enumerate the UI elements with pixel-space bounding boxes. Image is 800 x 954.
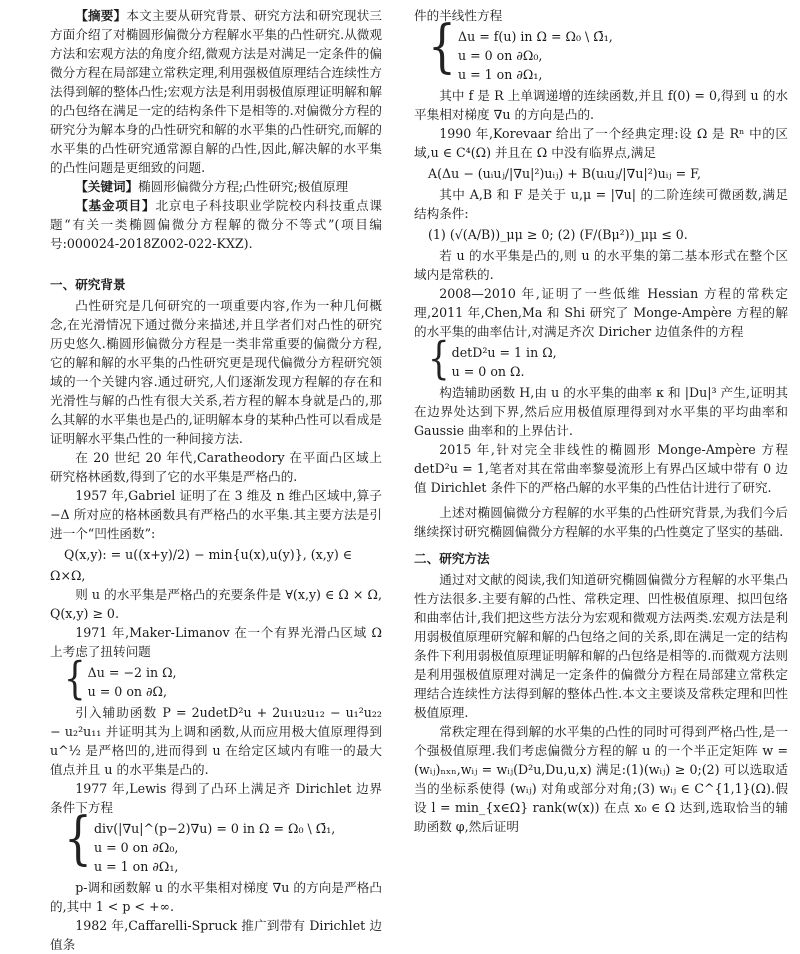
equation-line: Δu = −2 in Ω,	[87, 665, 177, 680]
equation-korevaar: A(Δu − (uᵢuⱼ/|∇u|²)uᵢⱼ) + B(uᵢuⱼ/|∇u|²)uᵢⱼ = F,	[428, 166, 701, 181]
paragraph: 件的半线性方程	[414, 8, 503, 23]
abstract-text: 本文主要从研究背景、研究方法和研究现状三方面介绍了对椭圆形偏微分方程解水平集的凸性研究.从微观方法和宏观方法的角度介绍,微观方法是对满足一定条件的偏微分方程在局部建立常秩定理,利用强极值原理结合连续性方法得到解的整体凸性;宏观方法是利用弱极值原理证明解和解的凸包络在满足一定的结构条件下是相等的.对偏微分方程的研究分为解本身的凸性研究和解的水平集的凸性研究,而解的水平集的凸性研究通常源自解的凸性,因此,解决解的水平集的凸性问题是更细致的问题.	[50, 8, 383, 175]
paragraph: 在 20 世纪 20 年代,Caratheodory 在平面凸区域上研究格林函数,得到了它的水平集是严格凸的.	[50, 450, 382, 484]
fund-text: 北京电子科技职业学院校内科技重点课题“有关一类椭圆偏微分方程解的微分不等式”(项目编号:000024-2018Z002-022-KXZ).	[50, 198, 383, 251]
abstract-label: 【摘要】	[75, 8, 127, 23]
equation-line: u = 0 on ∂Ω,	[87, 684, 167, 699]
paragraph: 1982 年,Caffarelli-Spruck 推广到带有 Dirichlet 边值条	[50, 918, 382, 952]
paragraph: 通过对文献的阅读,我们知道研究椭圆偏微分方程解的水平集凸性方法很多.主要有解的凸性、常秩定理、凹性极值原理、拟凹包络和曲率估计,我们把这些方法分为宏观和微观方法两类.宏观方法是利用弱极值原理研究解和解的凸包络之间的关系,即在满足一定的结构条件下利用弱极值原理证明解和解的凸包络是相等的.而微观方法则是利用强极值原理对满足一定条件的偏微分方程在局部建立常秩定理结合连续性方法得到解的整体凸性.本文主要谈及常秩定理和凹性极值原理.	[414, 572, 788, 720]
left-column	[50, 6, 382, 954]
keywords-label: 【关键词】	[75, 179, 139, 194]
paragraph: 1977 年,Lewis 得到了凸环上满足齐 Dirichlet 边界条件下方程	[50, 781, 382, 815]
equation-conditions: (1) (√(A/B))_μμ ≥ 0; (2) (F/(Bμ²))_μμ ≤ 0.	[428, 227, 688, 242]
paragraph: 1990 年,Korevaar 给出了一个经典定理:设 Ω 是 Rⁿ 中的区域,u ∈ C⁴(Ω) 并且在 Ω 中没有临界点,满足	[414, 126, 788, 160]
equation-line: u = 0 on ∂Ω₀,	[458, 48, 543, 63]
paragraph: 2015 年,针对完全非线性的椭圆形 Monge-Ampère 方程 detD²u = 1,笔者对其在常曲率黎曼流形上有界凸区域中带有 0 边值 Dirichlet 条件下的严格凸解的水平集的凸性估计进行了研究.	[414, 442, 788, 495]
abstract	[50, 6, 382, 177]
equation-line: div(|∇u|^(p−2)∇u) = 0 in Ω = Ω₀ \ Ω̄₁,	[94, 821, 336, 836]
paragraph: 常秩定理在得到解的水平集的凸性的同时可得到严格凸性,是一个强极值原理.我们考虑偏微分方程的解 u 的一个半正定矩阵 w = (wᵢⱼ)ₙₓₙ,wᵢⱼ = wᵢⱼ(D²u,Du,u,x) 满足:(1)(wᵢⱼ) ≥ 0;(2) 可以选取适当的坐标系使得 (wᵢⱼ) 对角或部分对角;(3) wᵢⱼ ∈ C^{1,1}(Ω).假设 l = min_{x∈Ω} rank(w(x)) 在点 x₀ ∈ Ω 达到,选取恰当的辅助函数 φ,然后证明	[414, 724, 788, 834]
brace-symbol: {	[428, 333, 450, 386]
equation-system	[64, 653, 382, 706]
equation-system	[428, 333, 788, 386]
equation-line: Δu = f(u) in Ω = Ω₀ \ Ω̄₁,	[458, 29, 613, 44]
paragraph: 其中 A,B 和 F 是关于 u,μ = |∇u| 的二阶连续可微函数,满足结构条件:	[414, 187, 788, 221]
equation-system	[64, 805, 382, 876]
fund-label: 【基金项目】	[75, 198, 156, 213]
equation-line: u = 1 on ∂Ω₁,	[458, 67, 543, 82]
section-title-background: 一、研究背景	[50, 277, 126, 292]
keywords	[50, 177, 382, 196]
brace-symbol: {	[428, 13, 456, 80]
equation-line: detD²u = 1 in Ω,	[451, 345, 557, 360]
paragraph: 凸性研究是几何研究的一项重要内容,作为一种几何概念,在光滑情况下通过微分来描述,并且学者们对凸性的研究历史悠久.椭圆形偏微分方程是一类非常重要的偏微分方程,它的解和解的水平集的凸性研究更是现代偏微分方程研究领域的一个关键内容.通过研究,人们逐渐发现方程解的存在和光滑性与解的凸性有很大关系,若方程的解本身就是凸的,那么其解的水平集也是凸的,证明解本身的某种凸性可以看成是证明解水平集凸性的一种间接方法.	[50, 298, 382, 446]
keywords-text: 椭圆形偏微分方程;凸性研究;极值原理	[138, 179, 349, 194]
equation-line: u = 1 on ∂Ω₁,	[94, 859, 179, 874]
equation-q: Q(x,y): = u((x+y)/2) − min{u(x),u(y)}, (x,y) ∈	[64, 547, 353, 562]
fund-info	[50, 196, 382, 253]
paragraph: 其中 f 是 R 上单调递增的连续函数,并且 f(0) = 0,得到 u 的水平集相对梯度 ∇u 的方向是凸的.	[414, 88, 788, 122]
brace-symbol: {	[64, 805, 92, 872]
paragraph: 则 u 的水平集是严格凸的充要条件是 ∀(x,y) ∈ Ω × Ω, Q(x,y) ≥ 0.	[50, 587, 382, 621]
paragraph: 引入辅助函数 P = 2udetD²u + 2u₁u₂u₁₂ − u₁²u₂₂ − u₂²u₁₁ 并证明其为上调和函数,从而应用极大值原理得到 u^½ 是严格凹的,进而得到 u 在给定区域内有唯一的最大值点并且 u 的水平集是凸的.	[50, 705, 382, 777]
equation-line: u = 0 on ∂Ω₀,	[94, 840, 179, 855]
paragraph: p-调和函数解 u 的水平集相对梯度 ∇u 的方向是严格凸的,其中 1 < p < +∞.	[50, 880, 382, 914]
paragraph: 构造辅助函数 H,由 u 的水平集的曲率 κ 和 |Du|³ 产生,证明其在边界处达到下界,然后应用极值原理得到对水平集的平均曲率和 Gaussie 曲率和的上界估计.	[414, 385, 788, 438]
paragraph: 1957 年,Gabriel 证明了在 3 维及 n 维凸区域中,算子 −Δ 所对应的格林函数具有严格凸的水平集.其主要方法是引进一个“凹性函数”:	[50, 488, 382, 541]
brace-symbol: {	[64, 653, 86, 706]
paragraph: 1971 年,Maker-Limanov 在一个有界光滑凸区域 Ω 上考虑了扭转问题	[50, 625, 382, 659]
paragraph: 若 u 的水平集是凸的,则 u 的水平集的第二基本形式在整个区域内是常秩的.	[414, 248, 788, 282]
equation-q-continued: Ω×Ω,	[50, 568, 86, 583]
equation-line: u = 0 on Ω.	[451, 364, 525, 379]
paragraph: 上述对椭圆偏微分方程解的水平集的凸性研究背景,为我们今后继续探讨研究椭圆偏微分方程解的水平集的凸性奠定了坚实的基础.	[414, 505, 788, 539]
right-column	[414, 6, 788, 836]
paragraph: 2008—2010 年,证明了一些低维 Hessian 方程的常秩定理,2011 年,Chen,Ma 和 Shi 研究了 Monge-Ampère 方程的解的水平集的曲率估计,对满足齐次 Diricher 边值条件的方程	[414, 286, 788, 339]
section-title-methods: 二、研究方法	[414, 551, 490, 566]
